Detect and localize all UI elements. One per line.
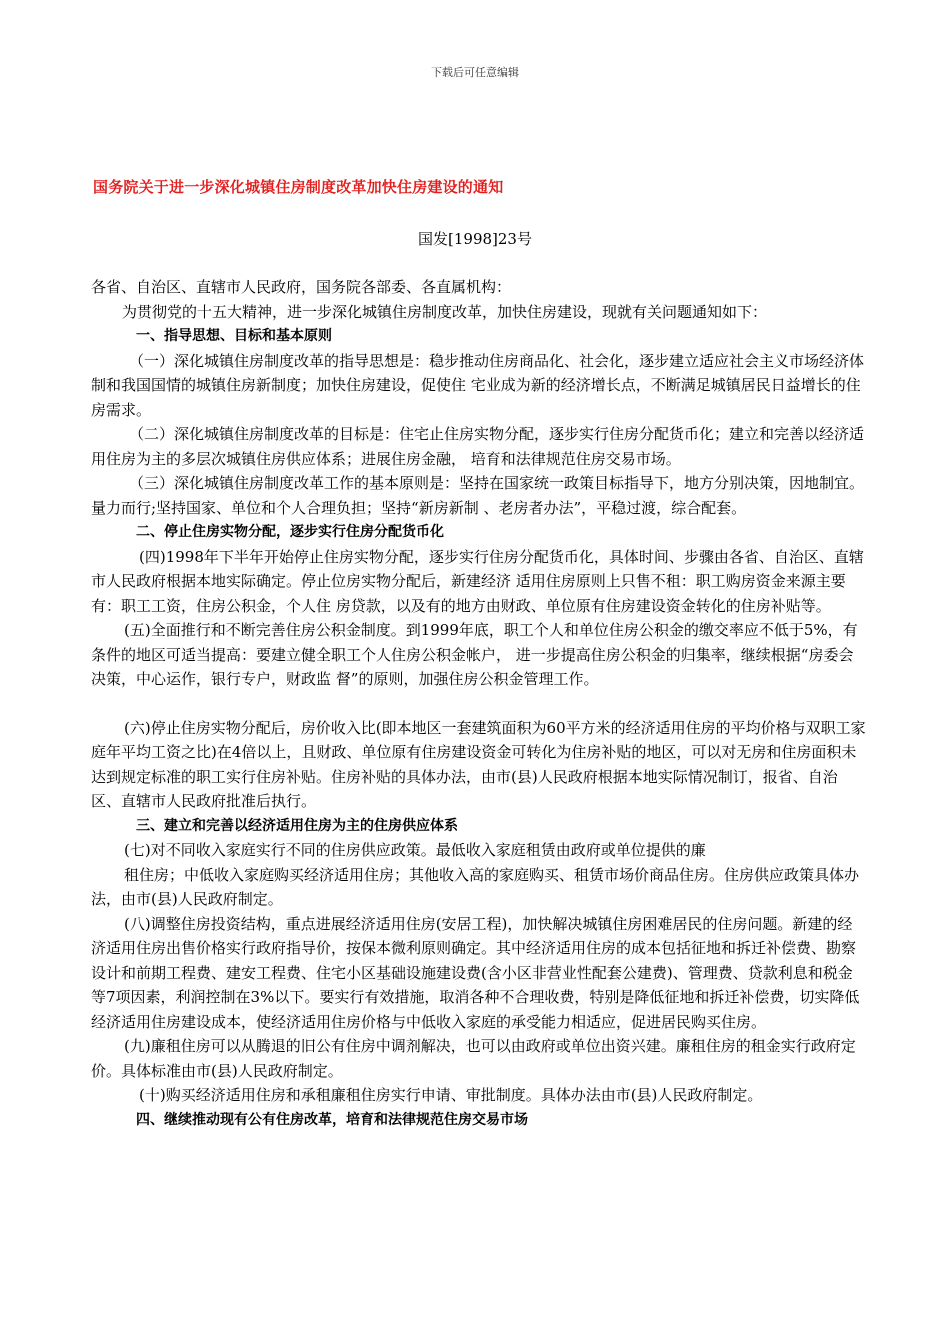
paragraph-4: (四)1998年下半年开始停止住房实物分配，逐步实行住房分配货币化，具体时间、步骤由各省、自治区、直辖市人民政府根据本地实际确定。停止位房实物分配后，新建经济 适用住房原则上只售不租：职工购房资金来源主要有：职工工资，住房公积金，个人住 房贷款，以及有的地方由财政、单位原有住房建设资金转化的住房补贴等。 xyxy=(91,547,864,615)
document-number: 国发[1998]23号 xyxy=(418,230,532,248)
salutation: 各省、自治区、直辖市人民政府，国务院各部委、各直属机构： xyxy=(91,278,512,296)
header-note: 下载后可任意编辑 xyxy=(431,66,519,79)
intro-paragraph: 为贯彻党的十五大精神，进一步深化城镇住房制度改革，加快住房建设，现就有关问题通知如下： xyxy=(122,302,768,321)
paragraph-7b: 租住房；中低收入家庭购买经济适用住房；其他收入高的家庭购买、租赁市场价商品住房。住房供应政策具体办法，由市(县)人民政府制定。 xyxy=(91,865,860,908)
section-heading-2: 二、停止住房实物分配，逐步实行住房分配货币化 xyxy=(136,524,444,540)
paragraph-1: （一）深化城镇住房制度改革的指导思想是：稳步推动住房商品化、社会化，逐步建立适应社会主义市场经济体制和我国国情的城镇住房新制度；加快住房建设，促使住 宅业成为新的经济增长点，不断满足城镇居民日益增长的住房需求。 xyxy=(91,351,865,419)
paragraph-7a: (七)对不同收入家庭实行不同的住房供应政策。最低收入家庭租赁由政府或单位提供的廉 xyxy=(124,841,706,859)
paragraph-8: (八)调整住房投资结构，重点进展经济适用住房(安居工程)，加快解决城镇住房困难居民的住房问题。新建的经济适用住房出售价格实行政府指导价，按保本微利原则确定。其中经济适用住房的成本包括征地和拆迁补偿费、勘察设计和前期工程费、建安工程费、住宅小区基础设施建设费(含小区非营业性配套公建费)、管理费、贷款利息和税金等7项因素，利润控制在3%以下。要实行有效措施，取消各种不合理收费，特别是降低征地和拆迁补偿费，切实降低经济适用住房建设成本，使经济适用住房价格与中低收入家庭的承受能力相适应，促进居民购买住房。 xyxy=(91,914,860,1031)
blank-line xyxy=(91,692,867,716)
document-body xyxy=(91,275,867,1132)
document-title: 国务院关于进一步深化城镇住房制度改革加快住房建设的通知 xyxy=(93,178,504,196)
paragraph-2: （二）深化城镇住房制度改革的目标是：住宅止住房实物分配，逐步实行住房分配货币化；建立和完善以经济适用住房为主的多层次城镇住房供应体系；进展住房金融， 培育和法律规范住房交易市场。 xyxy=(91,425,865,468)
paragraph-6: (六)停止住房实物分配后，房价收入比(即本地区一套建筑面积为60平方米的经济适用住房的平均价格与双职工家庭年平均工资之比)在4倍以上，且财政、单位原有住房建设资金可转化为住房补贴的地区，可以对无房和住房面积未达到规定标准的职工实行住房补贴。住房补贴的具体办法，由市(县)人民政府根据本地实际情况制订，报省、自治区、直辖市人民政府批准后执行。 xyxy=(91,718,866,810)
paragraph-9: (九)廉租住房可以从腾退的旧公有住房中调剂解决，也可以由政府或单位出资兴建。廉租住房的租金实行政府定价。具体标准由市(县)人民政府制定。 xyxy=(91,1037,856,1080)
section-heading-1: 一、指导思想、目标和基本原则 xyxy=(136,328,332,344)
paragraph-10: (十)购买经济适用住房和承租廉租住房实行申请、审批制度。具体办法由市(县)人民政府制定。 xyxy=(139,1086,763,1104)
paragraph-5: (五)全面推行和不断完善住房公积金制度。到1999年底，职工个人和单位住房公积金的缴交率应不低于5%，有条件的地区可适当提高：要建立健全职工个人住房公积金帐户， 进一步提高住房公积金的归集率，继续根据“房委会决策，中心运作，银行专户，财政监 督”的原则，加强住房公积金管理工作。 xyxy=(91,621,858,688)
section-heading-3: 三、建立和完善以经济适用住房为主的住房供应体系 xyxy=(136,817,458,834)
paragraph-3: （三）深化城镇住房制度改革工作的基本原则是：坚持在国家统一政策目标指导下，地方分别决策，因地制宜。量力而行;坚持国家、单位和个人合理负担；坚持“新房新制 、老房者办法”，平稳过渡，综合配套。 xyxy=(91,474,865,517)
section-heading-4: 四、继续推动现有公有住房改革，培育和法律规范住房交易市场 xyxy=(136,1111,528,1128)
